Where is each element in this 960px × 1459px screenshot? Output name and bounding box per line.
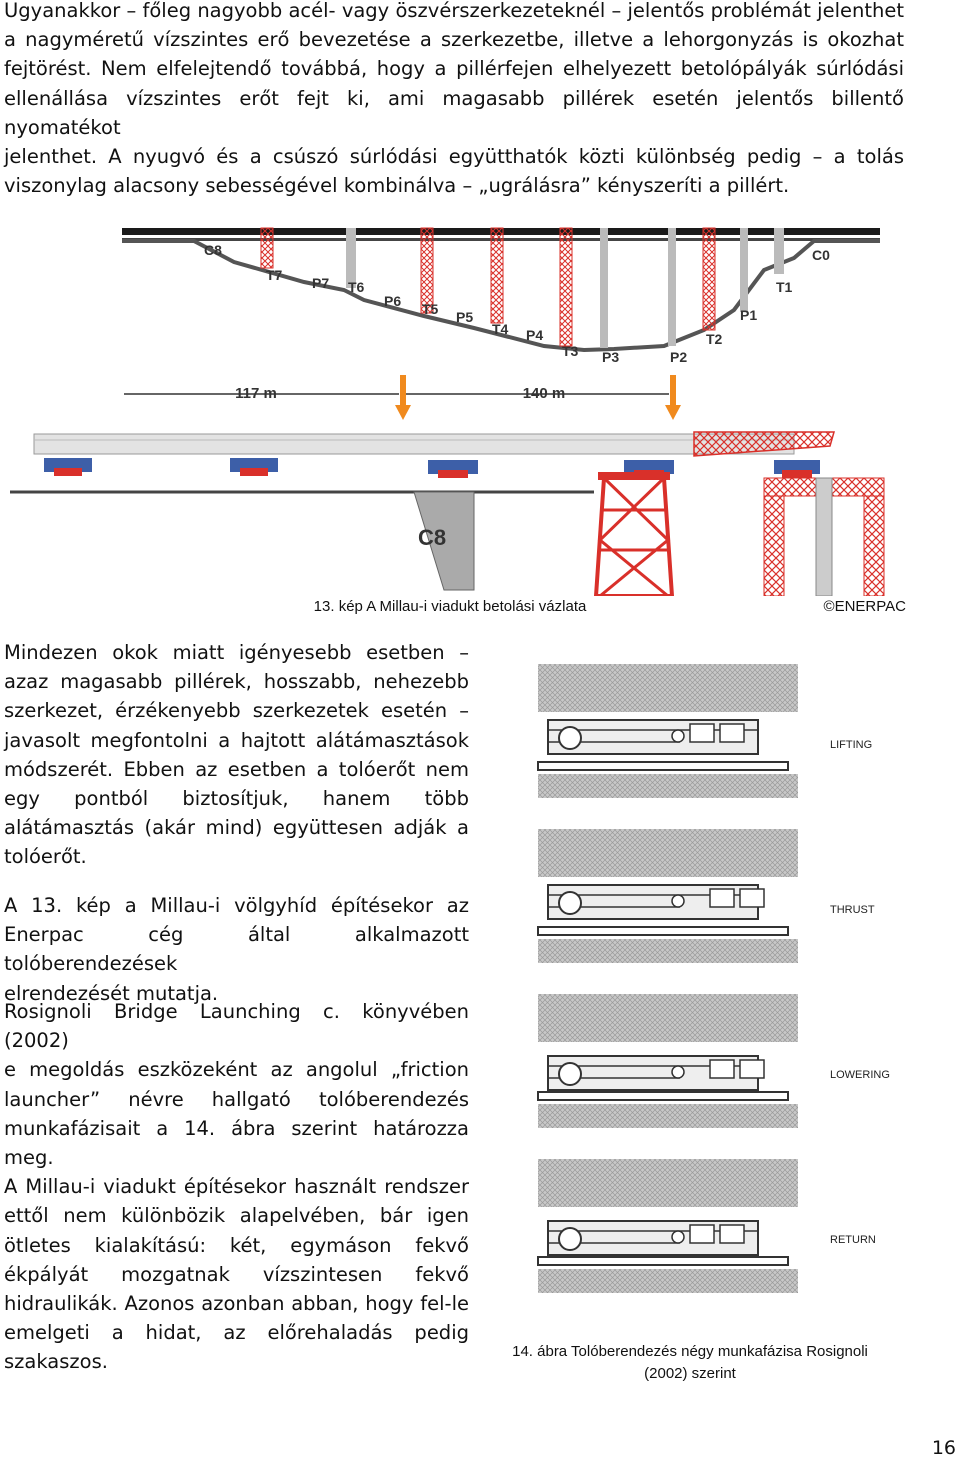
intro-paragraph: [4, 0, 904, 200]
push-arrow: [665, 375, 681, 420]
intro-line: Ugyanakkor – főleg nagyobb acél- vagy öszvérszerkezeteknél – jelentős problémát jelenthet: [4, 0, 904, 22]
pier-label: C8: [204, 242, 222, 258]
paragraph-line: elrendezését mutatja.: [4, 981, 219, 1005]
phase-panel: [538, 829, 875, 963]
paragraph-4: [4, 997, 469, 1377]
paragraph-line: ettől nem különbözik alapelvében, bár igen: [4, 1204, 469, 1228]
paragraph-3: [4, 891, 469, 1008]
paragraph-line: Mindezen okok miatt igényesebb esetben –: [4, 641, 469, 664]
abutment-label: C8: [417, 525, 447, 550]
figure14-caption-line: (2002) szerint: [644, 1365, 736, 1382]
intro-line: ellenállása vízszintes erőt fejt ki, ami magasabb pillérek esetén jelentős billentő nyomatékot: [4, 86, 904, 139]
pier-label: C0: [812, 247, 830, 263]
pier-label: P1: [740, 307, 758, 323]
paragraph-2: [4, 638, 469, 872]
phase-label: LOWERING: [830, 1069, 890, 1081]
intro-line: jelenthet. A nyugvó és a csúszó súrlódási együtthatók közti különbség pedig – a tolás: [4, 145, 904, 169]
paragraph-line: szerkezet, érzékenyebb szerkezetek esetén –: [4, 699, 469, 723]
figure13-credit: ©ENERPAC: [823, 598, 906, 615]
pier-label: T6: [348, 279, 365, 295]
phase-label: THRUST: [830, 904, 875, 916]
pier-label: P3: [602, 349, 620, 365]
pier-label: P5: [456, 309, 474, 325]
launched-deck: [34, 434, 794, 454]
pier-label: T7: [266, 267, 283, 283]
pier-label: T1: [776, 279, 793, 295]
paragraph-line: emelgeti a hidat, az előrehaladás pedig: [4, 1321, 469, 1345]
phase-label: RETURN: [830, 1234, 876, 1246]
paragraph-line: alátámasztás (akár mind) együttesen adják a: [4, 816, 469, 840]
pier-label: P7: [312, 275, 330, 291]
paragraph-line: e megoldás eszközeként az angolul „friction: [4, 1058, 469, 1082]
intro-line: fejtörést. Nem elfelejtendő továbbá, hogy a pillérfejen elhelyezett betolópályák súrlódási: [4, 57, 904, 81]
pier-label: T4: [492, 321, 509, 337]
paragraph-line: A Millau-i viadukt építésekor használt rendszer: [4, 1175, 469, 1199]
span-right-label: 140 m: [522, 385, 566, 402]
paragraph-line: tolóerőt.: [4, 845, 87, 869]
intro-line: a nagyméretű vízszintes erő bevezetése a szerkezetbe, illetve a lehorgonyzás is okozhat: [4, 28, 904, 52]
friction-launcher-phases-diagram: [490, 650, 904, 1310]
figure13-caption: 13. kép A Millau-i viadukt betolási vázlata: [313, 598, 587, 615]
paragraph-line: javasolt megfontolni a hajtott alátámasztások: [4, 728, 469, 752]
phase-label: LIFTING: [830, 739, 873, 751]
pier-label: T5: [422, 301, 439, 317]
intro-line: viszonylag alacsony sebességével kombinálva – „ugrálásra” kényszeríti a pillért.: [4, 174, 790, 198]
figure14-caption-line: 14. ábra Tolóberendezés négy munkafázisa Rosignoli: [512, 1343, 868, 1360]
phase-panel: [538, 994, 890, 1128]
paragraph-line: ötletes kialakítású: két, egymáson fekvő: [4, 1233, 469, 1257]
paragraph-line: szakaszos.: [4, 1350, 108, 1374]
pier-label: P2: [670, 349, 688, 365]
paragraph-line: egy pontból biztosítjuk, hanem több: [4, 787, 469, 811]
pier-label: P6: [384, 293, 402, 309]
millau-launching-diagram: [4, 210, 904, 596]
paragraph-line: módszerét. Ebben az esetben a tolóerőt nem: [4, 757, 469, 781]
pier-label: T3: [562, 343, 579, 359]
phase-panel: [538, 664, 872, 798]
paragraph-line: A 13. kép a Millau-i völgyhíd építésekor az: [4, 894, 469, 917]
pier-label: P4: [526, 327, 544, 343]
figure14-caption: [490, 1341, 890, 1385]
phase-panel: [538, 1159, 876, 1293]
paragraph-line: ékpályát mozgatnak vízszintesen fekvő: [4, 1262, 469, 1286]
paragraph-line: Rosignoli Bridge Launching c. könyvében (2002): [4, 1000, 469, 1053]
launch-supports: [44, 458, 820, 478]
span-left-label: 117 m: [235, 385, 277, 402]
paragraph-line: launcher” névre hallgató tolóberendezés: [4, 1087, 469, 1111]
paragraph-line: munkafázisait a 14. ábra szerint határozza meg.: [4, 1116, 469, 1170]
paragraph-line: azaz magasabb pillérek, hosszabb, nehezebb: [4, 670, 469, 694]
page-number: 16: [931, 1437, 956, 1459]
paragraph-line: hidraulikák. Azonos azonban abban, hogy fel-le: [4, 1292, 469, 1316]
push-arrow: [395, 375, 411, 420]
pier-label: T2: [706, 331, 723, 347]
temporary-tower: [596, 472, 672, 596]
right-pier: [764, 478, 884, 596]
paragraph-line: Enerpac cég által alkalmazott tolóberendezések: [4, 923, 469, 976]
